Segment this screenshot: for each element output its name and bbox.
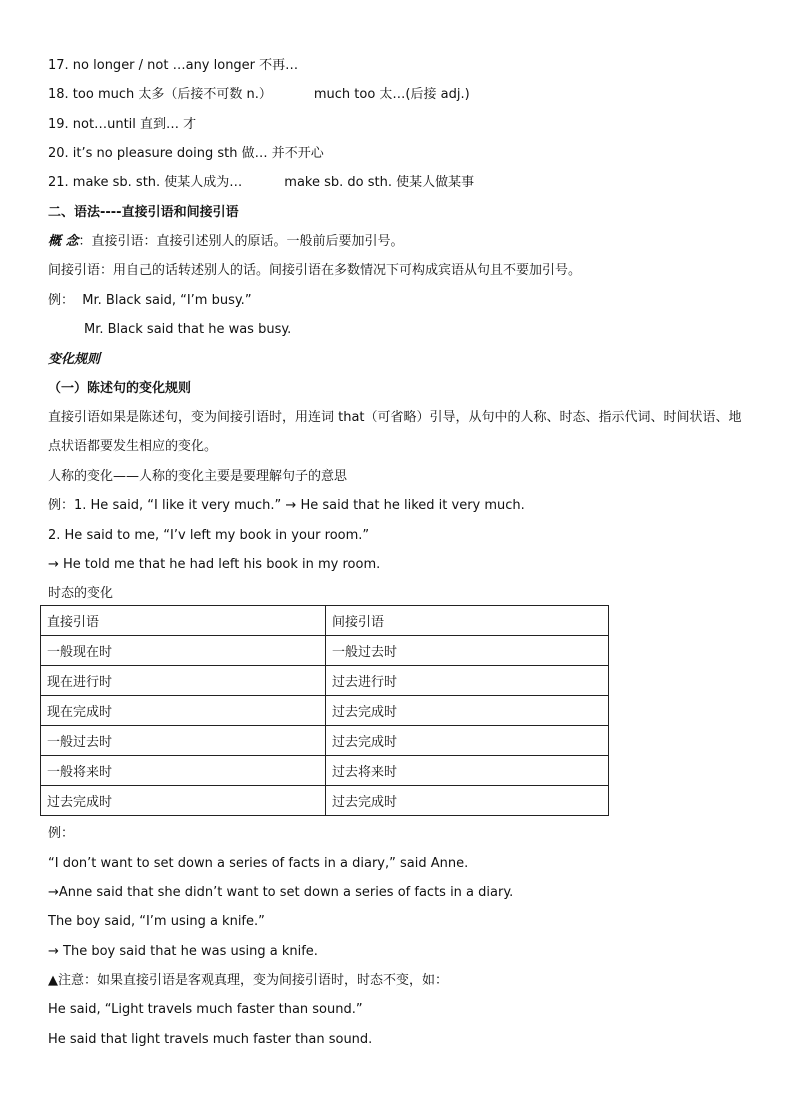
example1-direct: Mr. Black said, “I’m busy.” xyxy=(82,293,252,308)
tense-example-2: →Anne said that she didn’t want to set down a series of facts in a diary. xyxy=(48,885,514,900)
note-line: ▲注意：如果直接引语是客观真理，变为间接引语时，时态不变，如： xyxy=(48,973,448,988)
rule-paragraph: 直接引语如果是陈述句，变为间接引语时，用连词 that（可省略）引导，从句中的人称、时态、指示代词、时间状语、地点状语都要发生相应的变化。 xyxy=(48,410,742,454)
example1-indirect: Mr. Black said that he was busy. xyxy=(84,322,292,337)
table-cell-indirect: 一般过去时 xyxy=(326,636,609,666)
table-row xyxy=(41,756,609,786)
phrase-21 xyxy=(48,175,474,191)
table-header-indirect: 间接引语 xyxy=(326,606,609,636)
table-cell-indirect: 过去完成时 xyxy=(326,696,609,726)
example1-direct-line xyxy=(48,293,252,309)
phrase-18-left: 18. too much 太多（后接不可数 n.） xyxy=(48,87,272,102)
table-row xyxy=(41,666,609,696)
person-example-3: → He told me that he had left his book in my room. xyxy=(48,557,381,572)
concept-text: ：直接引语：直接引述别人的原话。一般前后要加引号。 xyxy=(78,234,404,249)
table-cell-direct: 一般现在时 xyxy=(41,636,326,666)
person-change-heading: 人称的变化——人称的变化主要是要理解句子的意思 xyxy=(48,469,348,484)
example1-label: 例： xyxy=(48,293,75,308)
table-cell-indirect: 过去完成时 xyxy=(326,786,609,816)
tense-example-4: → The boy said that he was using a knife. xyxy=(48,944,318,959)
tense-example-3: The boy said, “I’m using a knife.” xyxy=(48,914,265,929)
note-example-1: He said, “Light travels much faster than sound.” xyxy=(48,1002,363,1017)
phrase-20: 20. it’s no pleasure doing sth 做… 并不开心 xyxy=(48,146,324,161)
table-row xyxy=(41,636,609,666)
tense-change-label: 时态的变化 xyxy=(48,586,114,601)
phrase-19: 19. not…until 直到… 才 xyxy=(48,117,197,132)
tense-example-1: “I don’t want to set down a series of facts in a diary,” said Anne. xyxy=(48,856,469,871)
tense-table xyxy=(40,605,609,816)
table-cell-direct: 现在完成时 xyxy=(41,696,326,726)
table-row xyxy=(41,726,609,756)
table-cell-direct: 现在进行时 xyxy=(41,666,326,696)
table-cell-indirect: 过去进行时 xyxy=(326,666,609,696)
phrase-21-right: make sb. do sth. 使某人做某事 xyxy=(284,175,475,190)
table-header-direct: 直接引语 xyxy=(41,606,326,636)
phrase-21-left: 21. make sb. sth. 使某人成为… xyxy=(48,175,243,190)
table-cell-indirect: 过去将来时 xyxy=(326,756,609,786)
table-row xyxy=(41,696,609,726)
phrase-18 xyxy=(48,87,470,103)
table-cell-direct: 一般过去时 xyxy=(41,726,326,756)
concept-label: 概 念 xyxy=(48,234,79,249)
note-example-2: He said that light travels much faster than sound. xyxy=(48,1032,373,1047)
phrase-18-right: much too 太…(后接 adj.) xyxy=(313,87,470,102)
person-example-2: 2. He said to me, “I’v left my book in your room.” xyxy=(48,528,370,543)
tense-examples-label: 例： xyxy=(48,826,75,841)
concept-line xyxy=(48,234,404,250)
table-cell-direct: 一般将来时 xyxy=(41,756,326,786)
person-example-1: 例：1. He said, “I like it very much.” → He said that he liked it very much. xyxy=(48,498,525,513)
phrase-17: 17. no longer / not …any longer 不再… xyxy=(48,58,299,73)
indirect-definition: 间接引语：用自己的话转述别人的话。间接引语在多数情况下可构成宾语从句且不要加引号。 xyxy=(48,263,582,278)
sub-heading-statements: （一）陈述句的变化规则 xyxy=(48,381,192,396)
table-header-row xyxy=(41,606,609,636)
table-cell-direct: 过去完成时 xyxy=(41,786,326,816)
section-heading: 二、语法----直接引语和间接引语 xyxy=(48,205,239,220)
table-row xyxy=(41,786,609,816)
table-cell-indirect: 过去完成时 xyxy=(326,726,609,756)
rules-heading: 变化规则 xyxy=(48,352,101,367)
